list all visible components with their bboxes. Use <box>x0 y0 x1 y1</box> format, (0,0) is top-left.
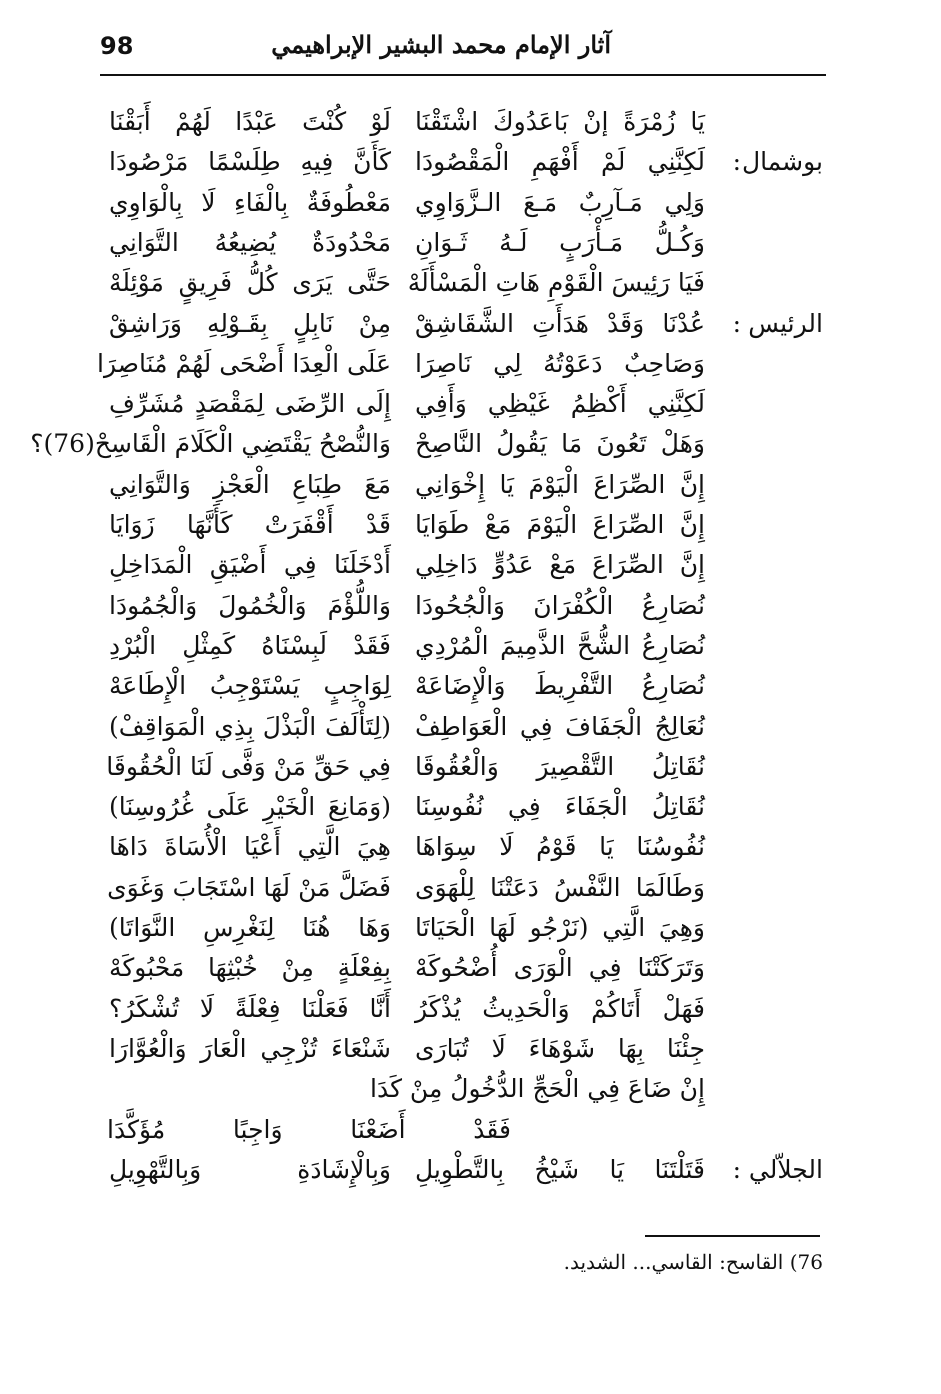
hemistich-second: شَنْعَاءَ تُزْجِي الْعَارَ وَالْعُوَّارَا <box>109 1034 391 1063</box>
verse-row <box>0 787 941 827</box>
hemistich-first: نُصَارِعُ التَّفْرِيطَ وَالْإِضَاعَهْ <box>415 671 705 700</box>
verse-row <box>0 707 941 747</box>
verse-row <box>0 666 941 706</box>
hemistich-second: لِوَاجِبٍ يَسْتَوْجِبُ الْإِطَاعَهْ <box>109 671 391 700</box>
hemistich-second: إِلَى الرِّضَى لِمَقْصَدٍ مُشَرِّفِ <box>109 389 391 418</box>
hemistich-first: وَكُـلُّ مَـأْرَبٍ لَـهُ ثَـوَانِ <box>415 228 705 257</box>
verse-row <box>0 183 941 223</box>
verse-row <box>0 465 941 505</box>
hemistich-first: إِنَّ الصِّرَاعَ الْيَوْمَ يَا إِخْوَانِي <box>415 470 705 499</box>
hemistich-first: عُدْنَا وَقَدْ هَدَأَتِ الشَّقَاشِقْ <box>415 309 705 338</box>
verse-row <box>0 827 941 867</box>
hemistich-second: أَدْخَلَنَا فِي أَضْيَقِ الْمَدَاخِلِ <box>109 550 391 579</box>
hemistich-second: (وَمَانِعَ الْخَيْرِ عَلَى غُرُوسِنَا) <box>109 792 391 821</box>
hemistich-first: نُقَاتِلُ التَّقْصِيرَ وَالْعُقُوقَا <box>415 752 705 781</box>
hemistich-second: أَنَّا فَعَلْنَا فِعْلَةً لَا تُشْكَرُ؟ <box>109 994 391 1023</box>
verse-row <box>0 102 941 142</box>
hemistich-first: وَصَاحِبٌ دَعَوْتُهُ لِي نَاصِرَا <box>415 349 705 378</box>
verse-row <box>0 1110 941 1150</box>
running-head: آثار الإمام محمد البشير الإبراهيمي <box>271 30 611 59</box>
verse-row <box>0 505 941 545</box>
verse-row <box>0 263 941 303</box>
verse-row <box>0 424 941 464</box>
verse-row <box>0 1150 941 1190</box>
verse-row <box>0 1069 941 1109</box>
page-header <box>100 30 826 76</box>
hemistich-first: نُصَارِعُ الْكُفْرَانَ وَالْجُحُودَا <box>415 591 705 620</box>
verse-line-first-half: إِنْ ضَاعَ فِي الْحَجِّ الدُّخُولُ مِنْ كَدَا <box>370 1074 705 1103</box>
verse-row <box>0 384 941 424</box>
verse-line-second-half: فَقَدْ أَضَعْنَا وَاجِبًا مُؤَكَّدَا <box>107 1115 511 1144</box>
verse-row <box>0 142 941 182</box>
hemistich-first: إِنَّ الصِّرَاعَ مَعْ عَدُوٍّ دَاخِلِي <box>415 550 705 579</box>
hemistich-first: فَيَا رَئِيسَ الْقَوْمِ هَاتِ الْمَسْأَلَهْ <box>407 268 705 297</box>
speaker-name: الجلاّلي <box>748 1155 823 1184</box>
verse-row <box>0 747 941 787</box>
hemistich-second: مَحْدُودَةٌ يُضِيعُهُ التَّوَانِي <box>109 228 391 257</box>
verse-row <box>0 908 941 948</box>
hemistich-second: وَاللُّؤْمَ وَالْخُمُولَ وَالْجُمُودَا <box>109 591 391 620</box>
footnote-number: 76) <box>789 1250 823 1274</box>
hemistich-second: وَهَا هُنَا لِنَغْرِسِ النَّوَاتَا) <box>109 913 391 942</box>
hemistich-first: فَهَلْ أَتَاكُمْ وَالْحَدِيثُ يُذْكَرُ <box>415 994 705 1023</box>
hemistich-first: نُفُوسُنَا يَا قَوْمُ لَا سِوَاهَا <box>415 832 705 861</box>
speaker-name: الرئيس <box>748 309 823 338</box>
hemistich-first: لَكِنَّنِي لَمْ أَفْهَمِ الْمَقْصُودَا <box>415 147 705 176</box>
footnote <box>564 1245 823 1279</box>
verse-row <box>0 626 941 666</box>
hemistich-second: وَالنُّصْحُ يَقْتَضِي الْكَلَامَ الْقَاسِحْ(76)؟ <box>30 429 391 458</box>
hemistich-second: (لِتَأْلَفَ الْبَذْلَ بِذِي الْمَوَاقِفْ) <box>109 712 391 741</box>
verse-row <box>0 1029 941 1069</box>
hemistich-first: وَطَالَمَا النَّفْسُ دَعَتْنَا لِلْهَوَى <box>415 873 705 902</box>
hemistich-second: وَبِالْإِشَادَةِ وَبِالتَّهْوِيلِ <box>109 1155 391 1184</box>
hemistich-first: يَا زُمْرَةً إنْ بَاعَدُوكَ اشْتَقْنَا <box>415 107 705 136</box>
hemistich-second: مِنْ نَابِلٍ بِقَـوْلِهِ وَرَاشِقْ <box>109 309 391 338</box>
footnote-divider <box>645 1235 820 1237</box>
verse-row <box>0 304 941 344</box>
hemistich-first: إِنَّ الصِّرَاعَ الْيَوْمَ مَعْ طَوَايَا <box>415 510 705 539</box>
hemistich-second: فَقَدْ لَبِسْنَاهُ كَمِثْلِ الْبُرْدِ <box>109 631 391 660</box>
speaker-name: بوشمال <box>741 147 823 176</box>
hemistich-first: وَلِي مَـآرِبٌ مَـعَ الـزَّوَاوِي <box>415 188 705 217</box>
speaker-colon: : <box>732 309 741 338</box>
hemistich-first: وَتَرَكَتْنَا فِي الْوَرَى أُضْحُوكَهْ <box>415 953 705 982</box>
verse-row <box>0 344 941 384</box>
hemistich-second: بِفِعْلَةٍ مِنْ خُبْثِهَا مَحْبُوكَهْ <box>109 953 391 982</box>
hemistich-second: فِي حَقِّ مَنْ وَفَّى لَنَا الْحُقُوقَا <box>106 752 391 781</box>
footnote-text: القاسح: القاسي... الشديد. <box>563 1250 784 1274</box>
hemistich-first: لَكِنَّنِي أَكْظِمُ غَيْظِي وَأَفِي <box>415 389 705 418</box>
hemistich-first: نُقَاتِلُ الْجَفَاءَ فِي نُفُوسِنَا <box>415 792 705 821</box>
hemistich-first: وَهَلْ تَعُونَ مَا يَقُولُ النَّاصِحْ <box>415 429 705 458</box>
hemistich-second: مَعْطُوفَةٌ بِالْفَاءِ لَا بِالْوَاوِي <box>109 188 391 217</box>
verse-row <box>0 868 941 908</box>
hemistich-second: عَلَى الْعِدَا أَضْحَى لَهُمْ مُنَاصِرَا <box>97 349 391 378</box>
verse-row <box>0 586 941 626</box>
hemistich-second: كَأَنَّ فِيهِ طِلَسْمًا مَرْصُودَا <box>109 147 391 176</box>
page-number: 98 <box>100 32 134 60</box>
hemistich-second: مَعَ طِبَاعِ الْعَجْزِ وَالتَّوَانِي <box>109 470 391 499</box>
hemistich-first: نُصَارِعُ الشُّحَّ الذَّمِيمَ الْمُرْدِي <box>415 631 705 660</box>
hemistich-first: جِئْنَا بِهَا شَوْهَاءَ لَا تُبَارَى <box>415 1034 705 1063</box>
hemistich-second: لَوْ كُنْتَ عَبْدًا لَهُمْ أَبَقْنَا <box>109 107 391 136</box>
hemistich-second: حَتَّى يَرَى كُلُّ فَرِيقٍ مَوْئِلَهْ <box>109 268 391 297</box>
hemistich-second: فَضَلَّ مَنْ لَهَا اسْتَجَابَ وَغَوَى <box>107 873 391 902</box>
verse-row <box>0 989 941 1029</box>
hemistich-first: نُعَالِجُ الْجَفَافَ فِي الْعَوَاطِفْ <box>415 712 705 741</box>
hemistich-first: قَتَلْتَنَا يَا شَيْخُ بِالتَّطْوِيلِ <box>415 1155 705 1184</box>
speaker-colon: : <box>732 1155 741 1184</box>
speaker-colon: : <box>732 147 741 176</box>
verse-row <box>0 948 941 988</box>
verse-row <box>0 223 941 263</box>
hemistich-second: قَدْ أَقْفَرَتْ كَأَنَّهَا زَوَايَا <box>109 510 391 539</box>
hemistich-second: هِيَ الَّتِي أَعْيَا الْأُسَاةَ دَاهَا <box>109 832 391 861</box>
hemistich-first: وَهِيَ الَّتِي (نَرْجُو لَهَا الْحَيَاتَا <box>415 913 705 942</box>
verse-row <box>0 545 941 585</box>
